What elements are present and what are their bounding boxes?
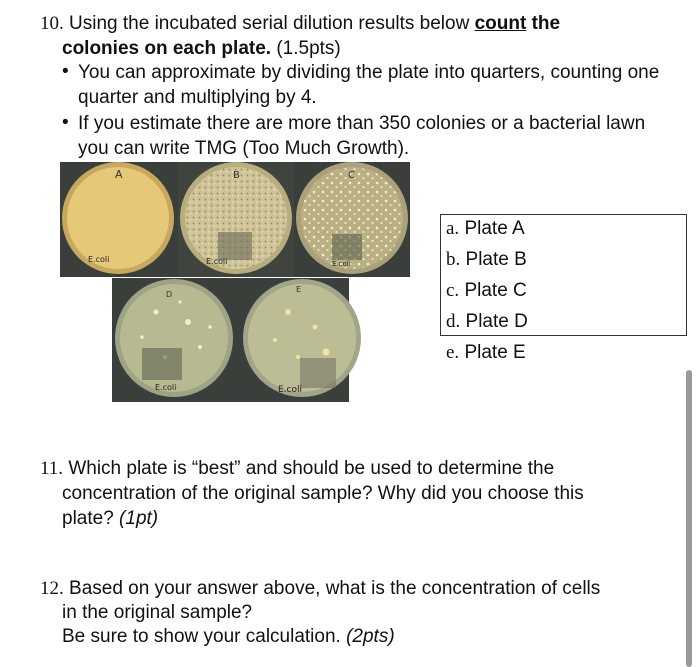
bullet1-line1: You can approximate by dividing the plate into quarters, counting one <box>78 62 660 83</box>
option-d[interactable]: d. Plate D <box>446 311 528 332</box>
q10-text-pre: Using the incubated serial dilution results below <box>69 13 475 34</box>
plate-d-label: D <box>166 290 173 299</box>
plate-d <box>115 279 233 397</box>
bullet2-line1: If you estimate there are more than 350 colonies or a bacterial lawn <box>78 113 646 134</box>
scrollbar[interactable] <box>686 370 692 667</box>
q12-line3: Be sure to show your calculation. (2pts) <box>62 626 395 647</box>
plate-d-handwriting: E.coli <box>155 383 177 392</box>
bullet-icon: • <box>62 61 69 82</box>
plates-photo <box>60 162 410 402</box>
plate-a <box>62 162 174 274</box>
plate-a-label: A <box>115 168 123 181</box>
q10-text-post: the <box>526 13 561 34</box>
q10-points: (1.5pts) <box>271 38 341 59</box>
plate-e-label: E <box>296 285 302 294</box>
option-c[interactable]: c. Plate C <box>446 280 527 301</box>
q10-line1 <box>40 12 560 36</box>
plate-b-handwriting: E.coli <box>206 257 228 266</box>
option-a[interactable]: a. Plate A <box>446 218 525 239</box>
q11-points: (1pt) <box>119 508 159 529</box>
plate-e-handwriting: E.coli <box>278 385 303 395</box>
plate-e <box>243 279 361 397</box>
option-b[interactable]: b. Plate B <box>446 249 527 270</box>
q10-line2 <box>62 37 341 61</box>
bullet1-line2: quarter and multiplying by 4. <box>78 87 317 108</box>
q10-number: 10. <box>40 13 64 34</box>
q12-line2: in the original sample? <box>62 602 253 623</box>
q10-count-word: count <box>474 13 527 34</box>
q11-line2: concentration of the original sample? Why did you choose this <box>62 483 584 504</box>
q12-points: (2pts) <box>346 626 395 647</box>
option-e[interactable]: e. Plate E <box>446 342 526 363</box>
q11-line3: plate? (1pt) <box>62 508 159 529</box>
plate-c-handwriting: E.coli <box>332 260 351 268</box>
bullet-icon: • <box>62 112 69 133</box>
q12-number: 12. <box>40 578 64 599</box>
plate-c-label: C <box>348 170 355 181</box>
q11-number: 11. <box>40 458 64 479</box>
bullet2-line2: you can write TMG (Too Much Growth). <box>78 138 410 159</box>
plate-a-handwriting: E.coli <box>88 255 110 264</box>
plate-c <box>296 162 408 274</box>
q11-line1: 11. Which plate is “best” and should be used to determine the <box>40 458 555 479</box>
q10-colonies-text: colonies on each plate. <box>62 38 272 59</box>
plate-b <box>178 162 294 277</box>
q12-line1: 12. Based on your answer above, what is the concentration of cells <box>40 578 601 599</box>
plate-b-label: B <box>233 170 240 181</box>
